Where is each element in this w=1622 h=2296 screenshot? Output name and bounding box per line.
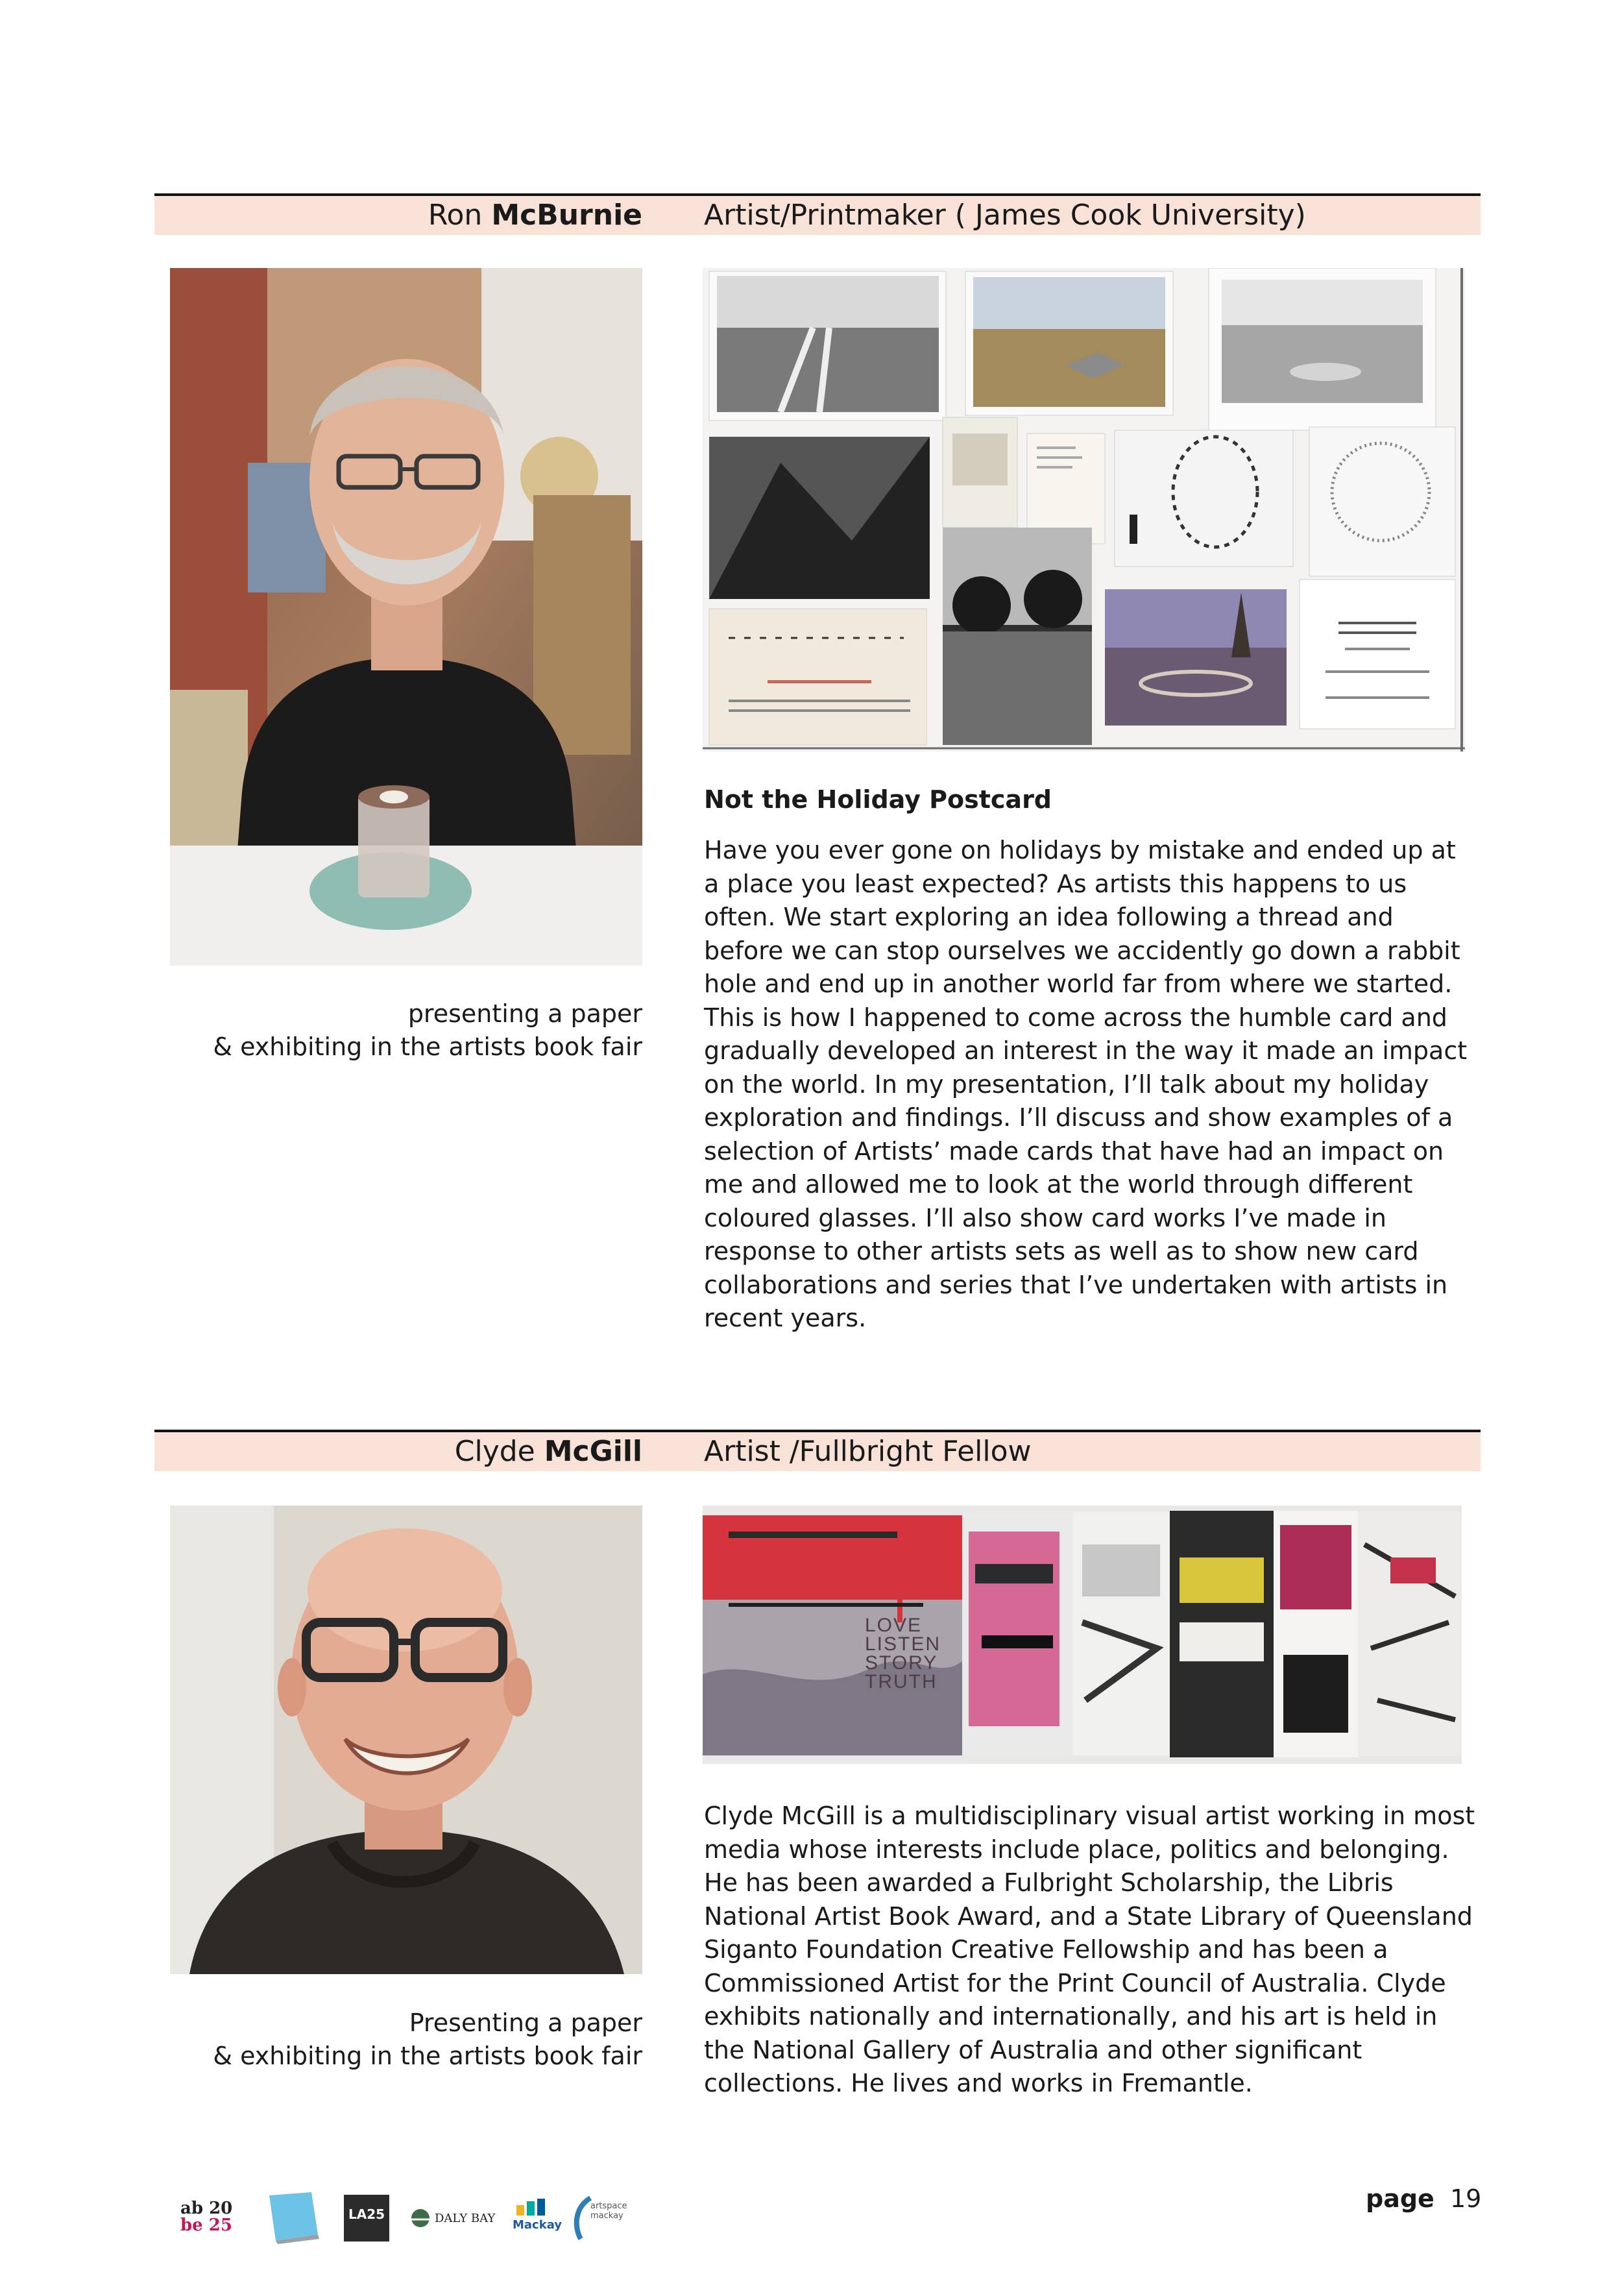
la25-logo-text: LA25 xyxy=(348,2206,385,2222)
daly-bay-logo-text: DALY BAY xyxy=(435,2211,496,2225)
presenter-role: Artist /Fullbright Fellow xyxy=(704,1435,1032,1468)
artwork-word: STORY xyxy=(865,1652,938,1674)
mackay-logo-text: Mackay xyxy=(513,2218,563,2232)
last-name: McBurnie xyxy=(491,199,642,232)
page-number xyxy=(1366,2182,1481,2215)
la25-logo xyxy=(344,2195,389,2241)
caption-line: & exhibiting in the artists book fair xyxy=(213,2042,642,2070)
abbe-logo-top: ab 20 xyxy=(180,2199,233,2218)
artwork-word: LOVE xyxy=(865,1615,923,1636)
abbe-logo-bottom: be 25 xyxy=(180,2216,232,2235)
page-number-value: 19 xyxy=(1450,2184,1482,2213)
mackay-logo xyxy=(513,2199,563,2238)
daly-bay-icon xyxy=(410,2208,431,2229)
last-name: McGill xyxy=(544,1435,642,1468)
book-logo xyxy=(266,2192,321,2244)
artwork-word: LISTEN xyxy=(865,1633,941,1655)
first-name: Clyde xyxy=(454,1435,535,1468)
presenter-bio: Clyde McGill is a multidisciplinary visual artist working in most media whose interests include place, politics and belonging. He has been awarded a Fulbright Scholarship, the Libris National Artist Book Award, and a State Library of Queensland Siganto Foundation Creative Fellowship and has been a Commissioned Artist for the Print Council of Australia. Clyde exhibits nationally and internationally, and his art is held in the National Gallery of Australia and other significant collections. He lives and works in Fremantle. xyxy=(704,1801,1475,2097)
daly-bay-logo xyxy=(410,2205,498,2231)
abbe-logo xyxy=(180,2200,242,2236)
first-name: Ron xyxy=(428,199,483,232)
presenter-name xyxy=(154,1432,642,1471)
presentation-title: Not the Holiday Postcard xyxy=(704,785,1052,814)
artwork-photo xyxy=(703,1506,1462,1764)
mackay-icon xyxy=(513,2199,559,2216)
presenter-name xyxy=(154,196,642,235)
page-label: page xyxy=(1366,2184,1434,2213)
artwork-words xyxy=(865,1616,962,1691)
portrait-photo xyxy=(170,1506,642,1974)
artspace-logo xyxy=(571,2195,639,2240)
postcard-collage xyxy=(703,268,1465,751)
caption-line: presenting a paper xyxy=(407,999,642,1028)
artspace-logo-text: artspace mackay xyxy=(590,2201,627,2221)
presenter-role: Artist/Printmaker ( James Cook University) xyxy=(704,199,1306,232)
caption-line: & exhibiting in the artists book fair xyxy=(213,1032,642,1061)
artwork-word: TRUTH xyxy=(865,1671,938,1692)
caption-line: Presenting a paper xyxy=(409,2009,642,2037)
portrait-photo xyxy=(170,268,642,966)
presentation-abstract: Have you ever gone on holidays by mistake and ended up at a place you least expected? As artists this happens to us often. We start exploring an idea following a thread and before we can stop ourselves we accidently go down a rabbit hole and end up in another world far from where we started. This is how I happened to come across the humble card and gradually developed an interest in the way it made an impact on the world. In my presentation, I’ll talk about my holiday exploration and findings. I’ll discuss and show examples of a selection of Artists’ made cards that have had an impact on me and allowed me to look at the world through different coloured glasses. I’ll also show card works I’ve made in response to other artists sets as well as to show new card collaborations and series that I’ve undertaken with artists in recent years. xyxy=(704,836,1468,1332)
